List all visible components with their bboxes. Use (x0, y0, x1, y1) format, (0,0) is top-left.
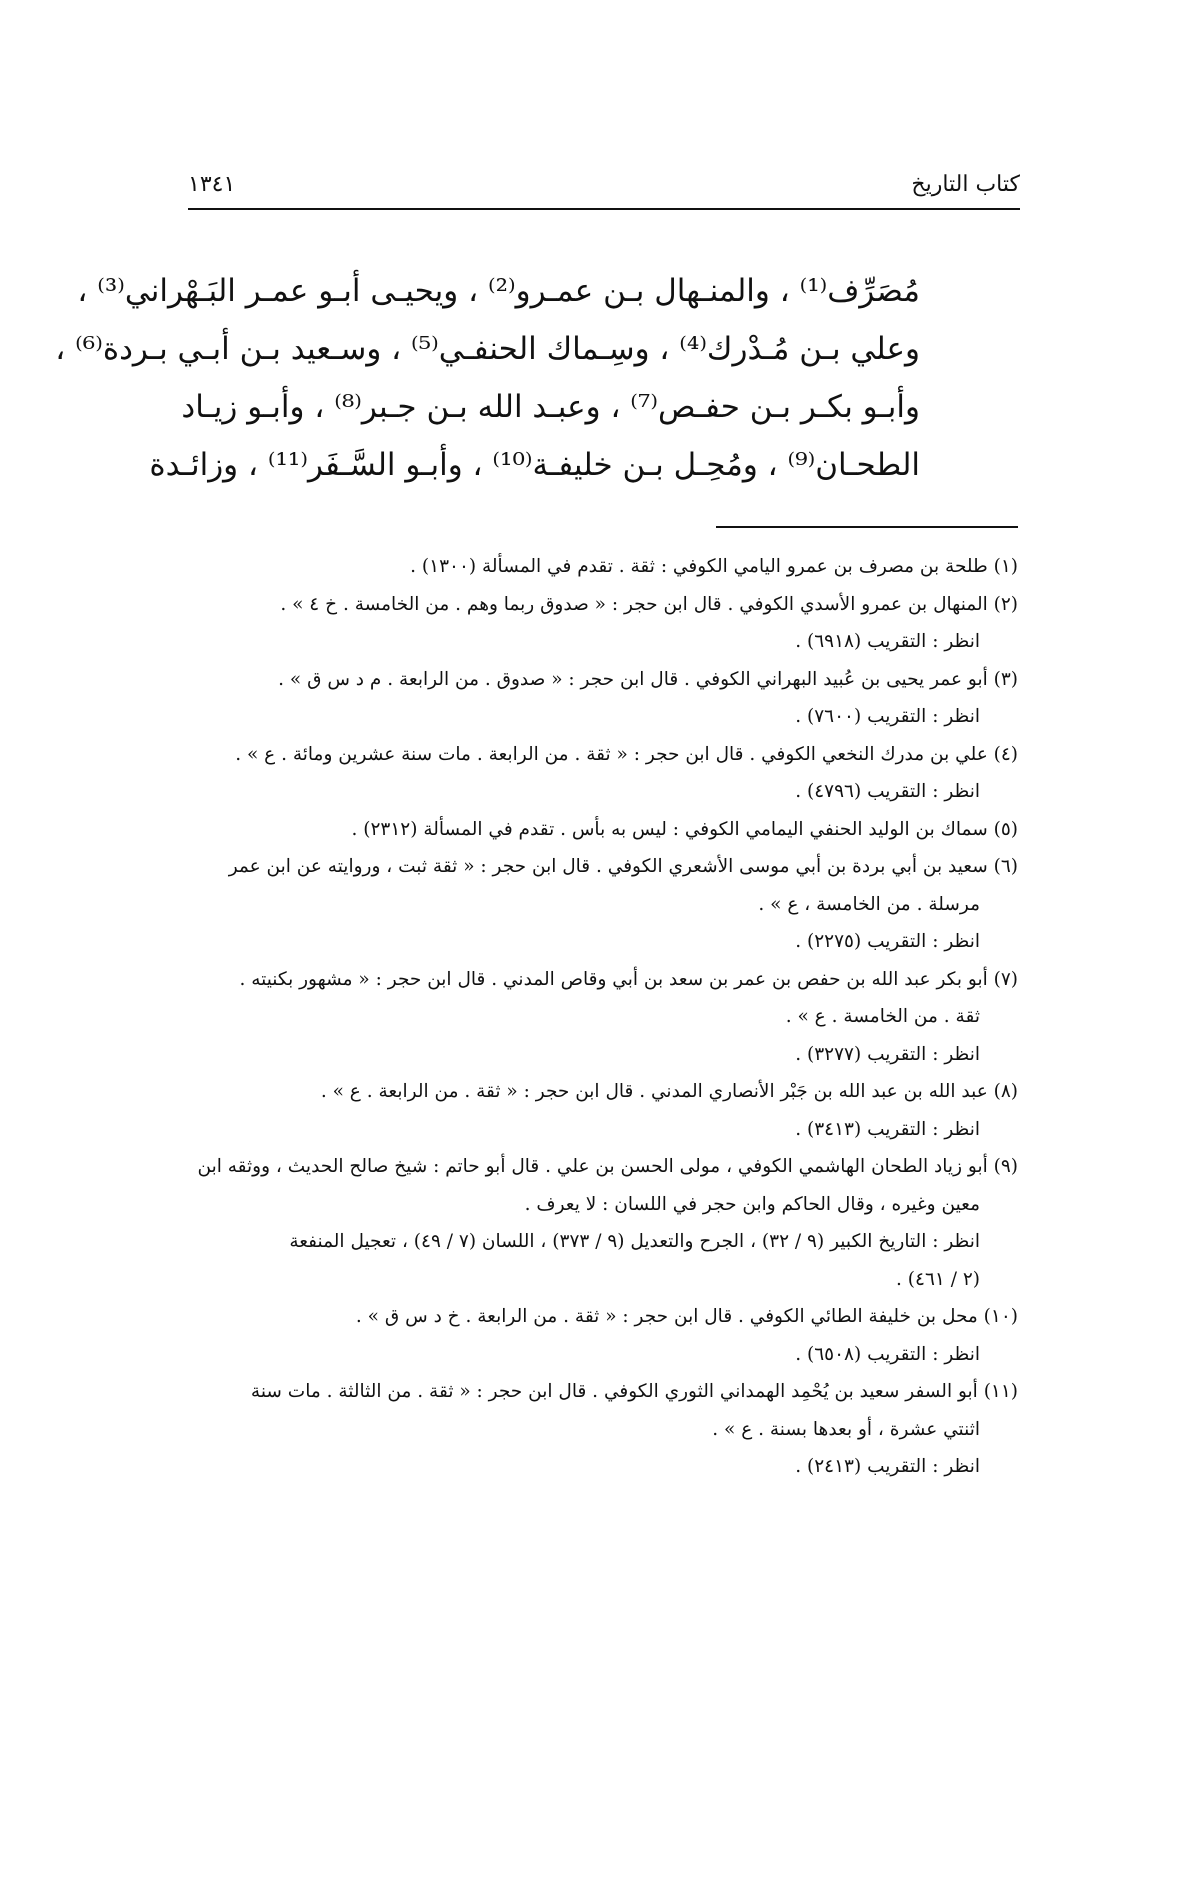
footnote-line: (٢ / ٤٦١) . (896, 1268, 980, 1290)
footnote-line: انظر : التقريب (٦٥٠٨) . (795, 1343, 980, 1365)
page-header (188, 168, 1020, 210)
footnote-separator (716, 526, 1018, 528)
main-text (55, 262, 920, 494)
footnote-line: مرسلة . من الخامسة ، ع » . (758, 893, 980, 915)
footnote-line: انظر : التقريب (٢٤١٣) . (795, 1456, 980, 1477)
footnote-line: (١٠) محل بن خليفة الطائي الكوفي . قال ابن حجر : « ثقة . من الرابعة . خ د س ق » . (355, 1306, 1018, 1327)
page-number: ١٣٤١ (188, 172, 236, 197)
footnote-line: (٨) عبد الله بن عبد الله بن جَبْر الأنصاري المدني . قال ابن حجر : « ثقة . من الرابعة . ع » . (320, 1081, 1018, 1102)
footnote-line: ثقة . من الخامسة . ع » . (785, 1006, 980, 1027)
main-text-line: مُصَرِّف⁽¹⁾ ، والمنـهال بـن عمـرو⁽²⁾ ، ويحيـى أبـو عمـر البَـهْراني⁽³⁾ ، (77, 273, 920, 309)
footnote-line: (٧) أبو بكر عبد الله بن حفص بن عمر بن سعد بن أبي وقاص المدني . قال ابن حجر : « مشهور بكنيته . (239, 968, 1018, 990)
book-title: كتاب التاريخ (911, 172, 1020, 197)
main-text-line: وعلي بـن مُـدْرك⁽⁴⁾ ، وسِـماك الحنفـي⁽⁵⁾ ، وسـعيد بـن أبـي بـردة⁽⁶⁾ ، (55, 331, 920, 367)
footnote-line: انظر : التقريب (٢٢٧٥) . (795, 931, 980, 952)
footnote-line: (٢) المنهال بن عمرو الأسدي الكوفي . قال ابن حجر : « صدوق ربما وهم . من الخامسة . خ ٤ » . (280, 593, 1018, 615)
footnote-line: (٥) سماك بن الوليد الحنفي اليمامي الكوفي : ليس به بأس . تقدم في المسألة (٢٣١٢) . (351, 818, 1018, 840)
footnote-line: (٤) علي بن مدرك النخعي الكوفي . قال ابن حجر : « ثقة . من الرابعة . مات سنة عشرين ومائة . ع » . (235, 743, 1018, 765)
footnote-line: انظر : التقريب (٧٦٠٠) . (795, 706, 980, 727)
footnote-line: (٦) سعيد بن أبي بردة بن أبي موسى الأشعري الكوفي . قال ابن حجر : « ثقة ثبت ، وروايته عن ابن عمر (228, 856, 1018, 877)
footnote-line: معين وغيره ، وقال الحاكم وابن حجر في اللسان : لا يعرف . (524, 1193, 980, 1215)
main-text-line: وأبـو بكـر بـن حفـص⁽⁷⁾ ، وعبـد الله بـن جـبر⁽⁸⁾ ، وأبـو زيـاد (181, 389, 920, 425)
footnotes (182, 548, 1018, 1486)
footnote-line: (١١) أبو السفر سعيد بن يُحْمِد الهمداني الثوري الكوفي . قال ابن حجر : « ثقة . من الثالثة . مات سنة (250, 1381, 1018, 1402)
footnote-line: (٣) أبو عمر يحيى بن عُبيد البهراني الكوفي . قال ابن حجر : « صدوق . من الرابعة . م د س ق » . (278, 668, 1018, 690)
main-text-line: الطحـان⁽⁹⁾ ، ومُحِـل بـن خليفـة⁽¹⁰⁾ ، وأبـو السَّـفَر⁽¹¹⁾ ، وزائـدة (149, 447, 920, 483)
footnote-line: انظر : التاريخ الكبير (٩ / ٣٢) ، الجرح والتعديل (٩ / ٣٧٣) ، اللسان (٧ / ٤٩) ، تعجيل المنفعة (289, 1231, 980, 1252)
footnote-line: انظر : التقريب (٣٢٧٧) . (795, 1043, 980, 1065)
footnote-line: انظر : التقريب (٣٤١٣) . (795, 1118, 980, 1140)
footnote-line: (١) طلحة بن مصرف بن عمرو اليامي الكوفي : ثقة . تقدم في المسألة (١٣٠٠) . (410, 556, 1018, 577)
footnote-line: انظر : التقريب (٦٩١٨) . (795, 631, 980, 652)
footnote-line: انظر : التقريب (٤٧٩٦) . (795, 781, 980, 802)
footnote-line: اثنتي عشرة ، أو بعدها بسنة . ع » . (712, 1418, 980, 1440)
footnote-line: (٩) أبو زياد الطحان الهاشمي الكوفي ، مولى الحسن بن علي . قال أبو حاتم : شيخ صالح الحديث ، ووثقه ابن (197, 1156, 1018, 1177)
